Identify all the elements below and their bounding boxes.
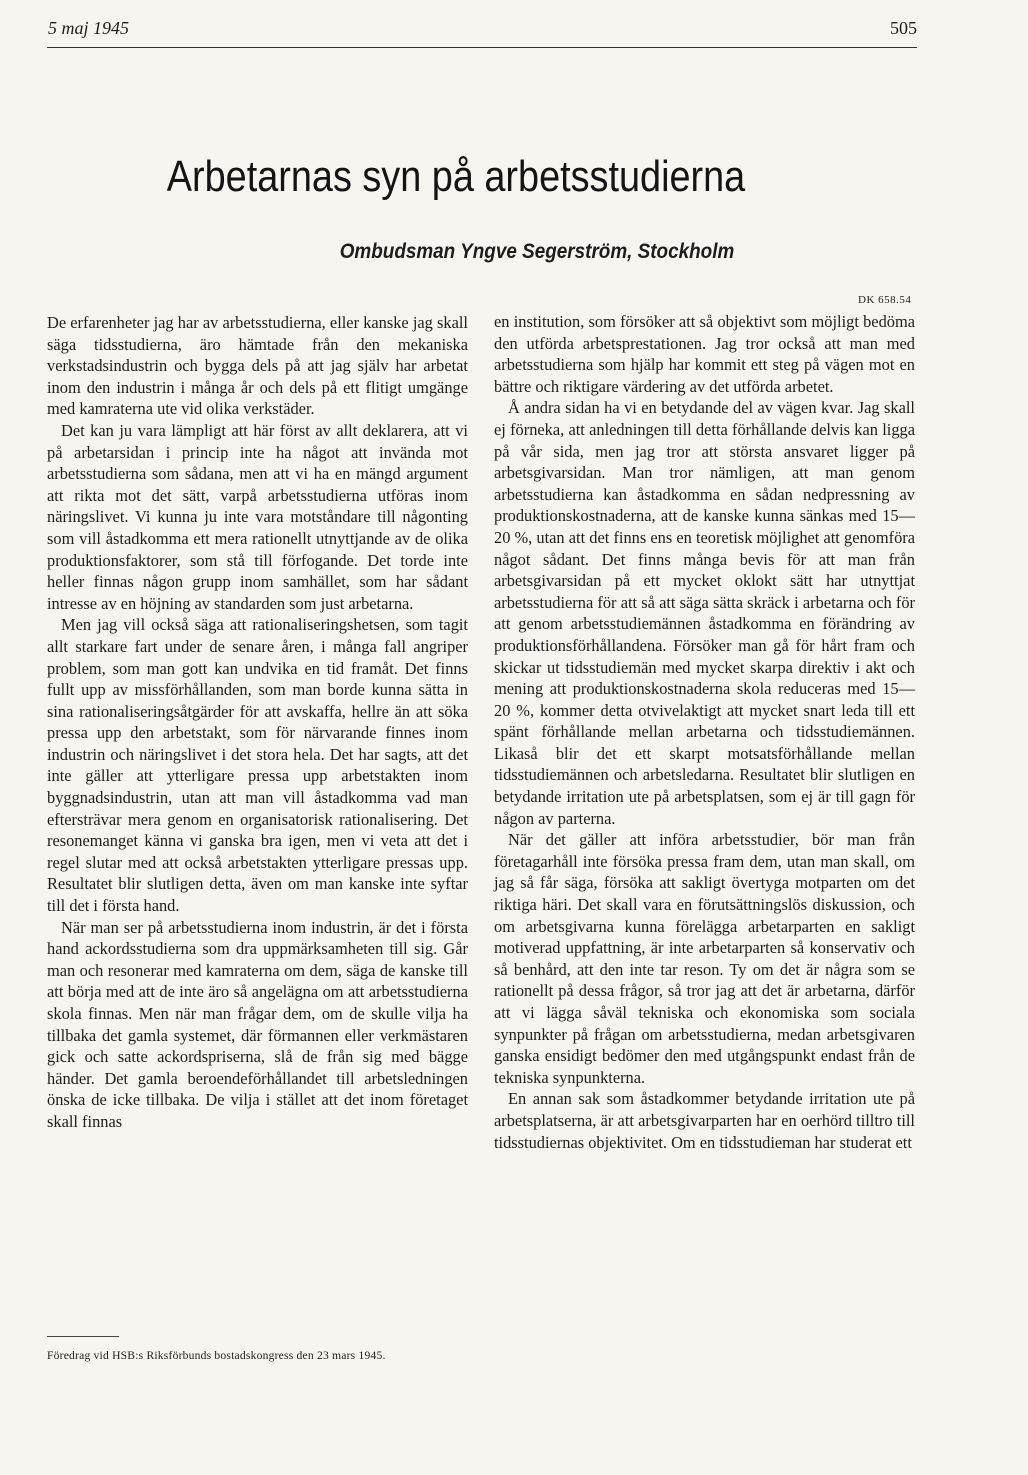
running-header — [47, 15, 917, 48]
footnote-rule — [47, 1336, 119, 1337]
paragraph: En annan sak som åstadkommer betydande irritation ute på arbetsplatserna, är att arbetsgivarparten har en oerhörd tilltro till tidsstudiernas objektivitet. Om en tidsstudieman har studerat ett — [494, 1089, 915, 1152]
paragraph: Det kan ju vara lämpligt att här först av allt deklarera, att vi på arbetarsidan i princip inte ha något att invända mot arbetsstudierna som sådana, men att vi ha en mängd argument att rikta mot det sätt, varpå arbetsstudierna utföras inom näringslivet. Vi kunna ju inte vara motståndare till någonting som vill åstadkomma ett mera rationellt utnyttjande av de olika produktionsfaktorer, som stå till förfogande. Det torde inte heller finnas någon grupp inom samhället, som har sådant intresse av en höjning av standarden som just arbetarna. — [47, 420, 468, 613]
paragraph: en institution, som försöker att så objektivt som möjligt bedöma den utförda arbetsprestationen. Jag tror också att man med arbetsstudierna som hjälp har kommit ett steg på vägen mot en bättre och riktigare värdering av det utförda arbetet. — [494, 312, 915, 396]
footnote: Föredrag vid HSB:s Riksförbunds bostadskongress den 23 mars 1945. — [47, 1349, 386, 1362]
article-title: Arbetarnas syn på arbetsstudierna — [166, 152, 746, 201]
paragraph: Men jag vill också säga att rationaliseringshetsen, som tagit allt starkare fart under de senare åren, i många fall angriper problem, som man gott kan undvika en tid framåt. Det finns fullt upp av missförhållanden, som man borde kunna sätta in sina rationaliseringsåtgärder för att avskaffa, hellre än att söka pressa upp den arbetstakt, som för närvarande finnes inom industrin och näringslivet i det stora hela. Det har sagts, att det inte gäller att ytterligare pressa upp arbetstakten inom byggnadsindustrin, utan att man vill åstadkomma vad man eftersträvar mera genom en organisatorisk rationalisering. Det resonemanget känna vi ganska bra igen, men vi veta att det i regel slutar med att också arbetstakten ytterligare pressas upp. Resultatet blir slutligen detta, även om man kanske inte syftar till det i första hand. — [47, 615, 468, 916]
paragraph: De erfarenheter jag har av arbetsstudierna, eller kanske jag skall säga tidsstudierna, äro hämtade från den mekaniska verkstadsindustrin och bygga dels på att jag själv har arbetat inom den industrin i många år och dels på ett flitigt umgänge med kamraterna ute vid olika verkstäder. — [47, 313, 468, 419]
classification-code: DK 658.54 — [858, 294, 912, 306]
page-number: 505 — [890, 18, 917, 38]
paragraph: Å andra sidan ha vi en betydande del av vägen kvar. Jag skall ej förneka, att anledningen till detta förhållande delvis kan ligga på vår sida, men jag tror att största ansvaret ligger på arbetsgivarsidan. Man tror nämligen, att man genom arbetsstudierna kan åstadkomma en sådan nedpressning av produktionskostnaderna, att de kanske kunna sänkas med 15—20 %, utan att det finns ens en teoretisk möjlighet att genomföra något sådant. Det finns många bevis för att man från arbetsgivarsidan på ett mycket oklokt sätt har utnyttjat arbetsstudierna för att så att säga sätta skräck i arbetarna och för att genom arbetsstudiemännen åstadkomma en förändring av produktionsförhållandena. Försöker man gå för hårt fram och skickar ut tidsstudiemän med mycket skarpa direktiv i akt och mening att produktionskostnaderna skola reduceras med 15—20 %, kommer detta otvivelaktigt att mycket snart leda till ett spänt förhållande mellan arbetarna och tidsstudiemännen. Likaså blir det ett skarpt motsatsförhållande mellan tidsstudiemännen och arbetsledarna. Resultatet blir slutligen en betydande irritation ute på arbetsplatsen, som ej är till gagn för någon av parterna. — [494, 398, 915, 828]
paragraph: När man ser på arbetsstudierna inom industrin, är det i första hand ackordsstudierna som dra uppmärksamheten till sig. Går man och resonerar med kamraterna om dem, säga de kanske till att börja med att de inte äro så angelägna om att arbetsstudierna skola finnas. Men när man frågar dem, om de skulle vilja ha tillbaka det gamla systemet, där förmannen eller verkmästaren gick och satte ackordspriserna, slå de från sig med bägge händer. Det gamla beroendeförhållandet till arbetsledningen önska de icke tillbaka. De vilja i stället att det inom företaget skall finnas — [47, 917, 468, 1131]
issue-date: 5 maj 1945 — [48, 18, 129, 38]
right-column — [494, 311, 915, 1153]
paragraph: När det gäller att införa arbetsstudier, bör man från företagarhåll inte försöka pressa fram dem, utan man skall, om jag så får säga, försöka att sakligt övertyga motparten om det riktiga häri. Det skall vara en förutsättningslös diskussion, och om arbetsgivarna kunna förelägga arbetarparten en sakligt motiverad uppfattning, är inte arbetarparten så konservativ och så benhård, att den inte tar reson. Ty om det är några som se rationellt på dessa frågor, så tror jag att det är arbetarna, därför att vi lägga såväl tekniska och ekonomiska som sociala synpunkter på frågan om arbetsstudierna, medan arbetsgivaren ganska ensidigt bedömer den med utgångspunkt endast från de tekniska synpunkterna. — [494, 830, 915, 1087]
left-column — [47, 312, 468, 1133]
article-byline: Ombudsman Yngve Segerström, Stockholm — [339, 240, 735, 263]
